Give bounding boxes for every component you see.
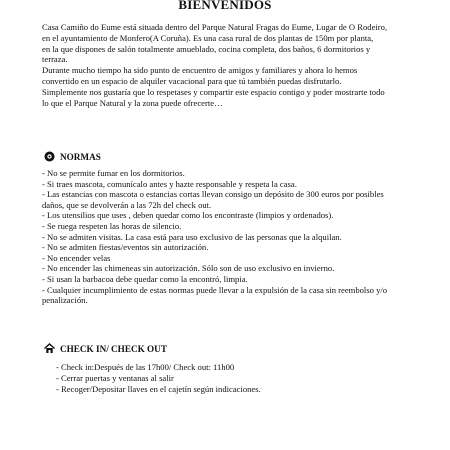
checkin-list (56, 362, 436, 394)
list-item: - Los utensilios que uses , deben quedar como los encontraste (limpios y ordenados). (42, 210, 334, 221)
house-icon (44, 343, 55, 354)
intro-line: en la que dispones de salón totalmente amueblado, cocina completa, dos baños, 6 dormitorios y (42, 43, 371, 54)
intro-line: en el ayuntamiento de Monfero(A Coruña). Es una casa rural de dos plantas de 150m por planta, (42, 32, 374, 43)
normas-heading-label: NORMAS (60, 151, 101, 162)
list-item: - Cerrar puertas y ventanas al salir (56, 372, 174, 383)
list-item: - No encender las chimeneas sin autorización. Sólo son de uso exclusivo en invierno. (42, 263, 335, 274)
rules-list (42, 168, 442, 306)
intro-line: convertido en un espacio de alquiler vacacional para que tú también puedas disfrutarlo. (42, 75, 342, 86)
intro-line: Durante mucho tiempo ha sido punto de encuentro de amigos y familiares y ahora lo hemos (42, 65, 358, 76)
list-item: - Recoger/Depositar llaves en el cajetín según indicaciones. (56, 383, 261, 394)
circle-dot-icon (44, 151, 55, 162)
checkin-heading (44, 343, 167, 354)
intro-line: Casa Camiño do Eume está situada dentro del Parque Natural Fragas do Eume, Lugar de O Rodeiro, (42, 22, 388, 32)
list-item: - No se admiten visitas. La casa está para uso exclusivo de las personas que la alquilan. (42, 231, 342, 242)
list-item: - Si usan la barbacoa debe quedar como la encontró, limpia. (42, 273, 248, 284)
intro-line: lo que el Parque Natural y la zona puede ofrecerte… (42, 97, 223, 108)
checkin-heading-label: CHECK IN/ CHECK OUT (60, 343, 167, 354)
list-item: - No se permite fumar en los dormitorios. (42, 168, 185, 178)
list-item: daños, que se devolverán a las 72h del check out. (42, 199, 212, 210)
list-item: - Las estancias con mascota o estancias cortas llevan consigo un depósito de 300 euros por posibles (42, 189, 384, 200)
normas-heading (44, 151, 101, 162)
intro-line: terraza. (42, 54, 68, 65)
list-item: - Check in:Después de las 17h00/ Check out: 11h00 (56, 362, 235, 372)
list-item: - Si traes mascota, comunícalo antes y hazte responsable y respeta la casa. (42, 178, 297, 189)
intro-line: Simplemente nos gustaría que lo respetases y compartir este espacio contigo y poder mostrarte todo (42, 86, 385, 97)
list-item: penalización. (42, 295, 88, 306)
intro-paragraph (42, 22, 442, 108)
list-item: - Cualquier incumplimiento de estas normas puede llevar a la expulsión de la casa sin reembolso y/o (42, 284, 388, 295)
list-item: - No encender velas (42, 252, 111, 263)
page-title: BIENVENIDOS (178, 0, 272, 12)
list-item: - No se admiten fiestas/eventos sin autorización. (42, 242, 209, 253)
list-item: - Se ruega respeten las horas de silencio. (42, 220, 182, 231)
